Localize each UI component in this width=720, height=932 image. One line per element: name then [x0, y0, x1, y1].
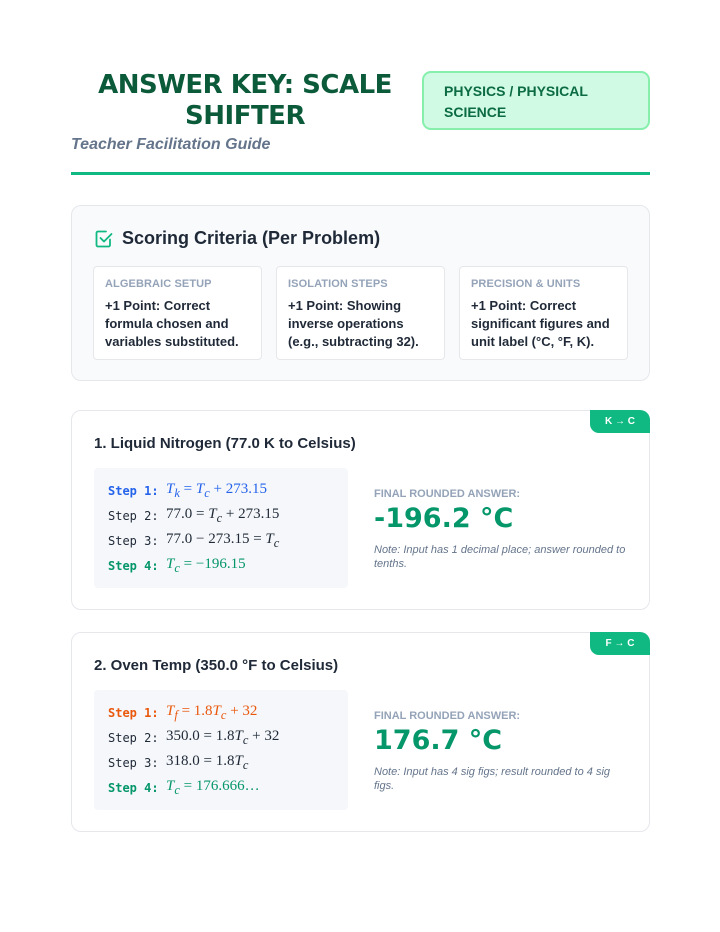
criteria-text: +1 Point: Showing inverse operations (e.g., subtracting 32).	[288, 298, 419, 349]
problem-card-2	[71, 632, 650, 832]
step-1	[108, 700, 334, 725]
step-3	[108, 750, 334, 775]
step-label: Step 2:	[108, 730, 159, 745]
step-equation: $T_k = T_c + 273.15$	[166, 480, 267, 500]
step-2	[108, 725, 334, 750]
criteria-text: +1 Point: Correct significant figures and unit label (°C, °F, K).	[471, 298, 610, 349]
conversion-tag: F → C	[590, 632, 650, 655]
scoring-criteria-card	[71, 205, 650, 381]
problem-card-1	[71, 410, 650, 610]
criteria-label: PRECISION & UNITS	[471, 278, 581, 290]
step-label: Step 2:	[108, 508, 159, 523]
answer-value: -196.2 °C	[374, 503, 514, 534]
step-equation: $77.0 - 273.15 = T_c$	[166, 530, 280, 550]
criteria-header	[94, 228, 380, 249]
criteria-title: Scoring Criteria (Per Problem)	[122, 228, 381, 248]
conversion-tag: K → C	[590, 410, 650, 433]
criteria-label: ALGEBRAIC SETUP	[105, 278, 212, 290]
answer-note: Note: Input has 4 sig figs; result rounded to 4 sig figs.	[374, 766, 611, 792]
step-equation: $318.0 = 1.8T_c$	[166, 752, 249, 772]
step-label: Step 1:	[108, 705, 159, 720]
page-title: ANSWER KEY: SCALE SHIFTER	[98, 70, 392, 131]
criteria-card-algebraic-setup	[93, 266, 262, 360]
step-equation: $T_c = -196.15$	[166, 555, 246, 575]
step-label: Step 4:	[108, 780, 159, 795]
answer-label: FINAL ROUNDED ANSWER:	[374, 488, 521, 500]
answer-note: Note: Input has 1 decimal place; answer rounded to tenths.	[374, 544, 626, 570]
header	[71, 70, 650, 158]
step-3	[108, 528, 334, 553]
solution-steps	[94, 468, 348, 588]
solution-steps	[94, 690, 348, 810]
step-2	[108, 503, 334, 528]
step-equation: $77.0 = T_c + 273.15$	[166, 505, 280, 525]
criteria-text: +1 Point: Correct formula chosen and variables substituted.	[105, 298, 239, 349]
page-subtitle: Teacher Facilitation Guide	[71, 136, 271, 153]
subject-badge: PHYSICS / PHYSICAL SCIENCE	[422, 71, 650, 130]
criteria-card-isolation-steps	[276, 266, 445, 360]
step-1	[108, 478, 334, 503]
step-equation: $350.0 = 1.8T_c + 32$	[166, 727, 280, 747]
criteria-label: ISOLATION STEPS	[288, 278, 388, 290]
step-4	[108, 553, 334, 578]
checkbox-check-icon	[94, 229, 114, 249]
problem-title: 1. Liquid Nitrogen (77.0 K to Celsius)	[94, 435, 356, 452]
step-equation: $T_f = 1.8T_c + 32$	[166, 702, 258, 722]
header-divider	[71, 172, 650, 175]
step-label: Step 3:	[108, 533, 159, 548]
step-4	[108, 775, 334, 800]
criteria-card-precision-units	[459, 266, 628, 360]
step-equation: $T_c$ = 176.666…	[166, 777, 260, 797]
step-label: Step 1:	[108, 483, 159, 498]
answer-value: 176.7 °C	[374, 725, 503, 756]
step-label: Step 4:	[108, 558, 159, 573]
step-label: Step 3:	[108, 755, 159, 770]
problem-title: 2. Oven Temp (350.0 °F to Celsius)	[94, 657, 339, 674]
answer-label: FINAL ROUNDED ANSWER:	[374, 710, 521, 722]
